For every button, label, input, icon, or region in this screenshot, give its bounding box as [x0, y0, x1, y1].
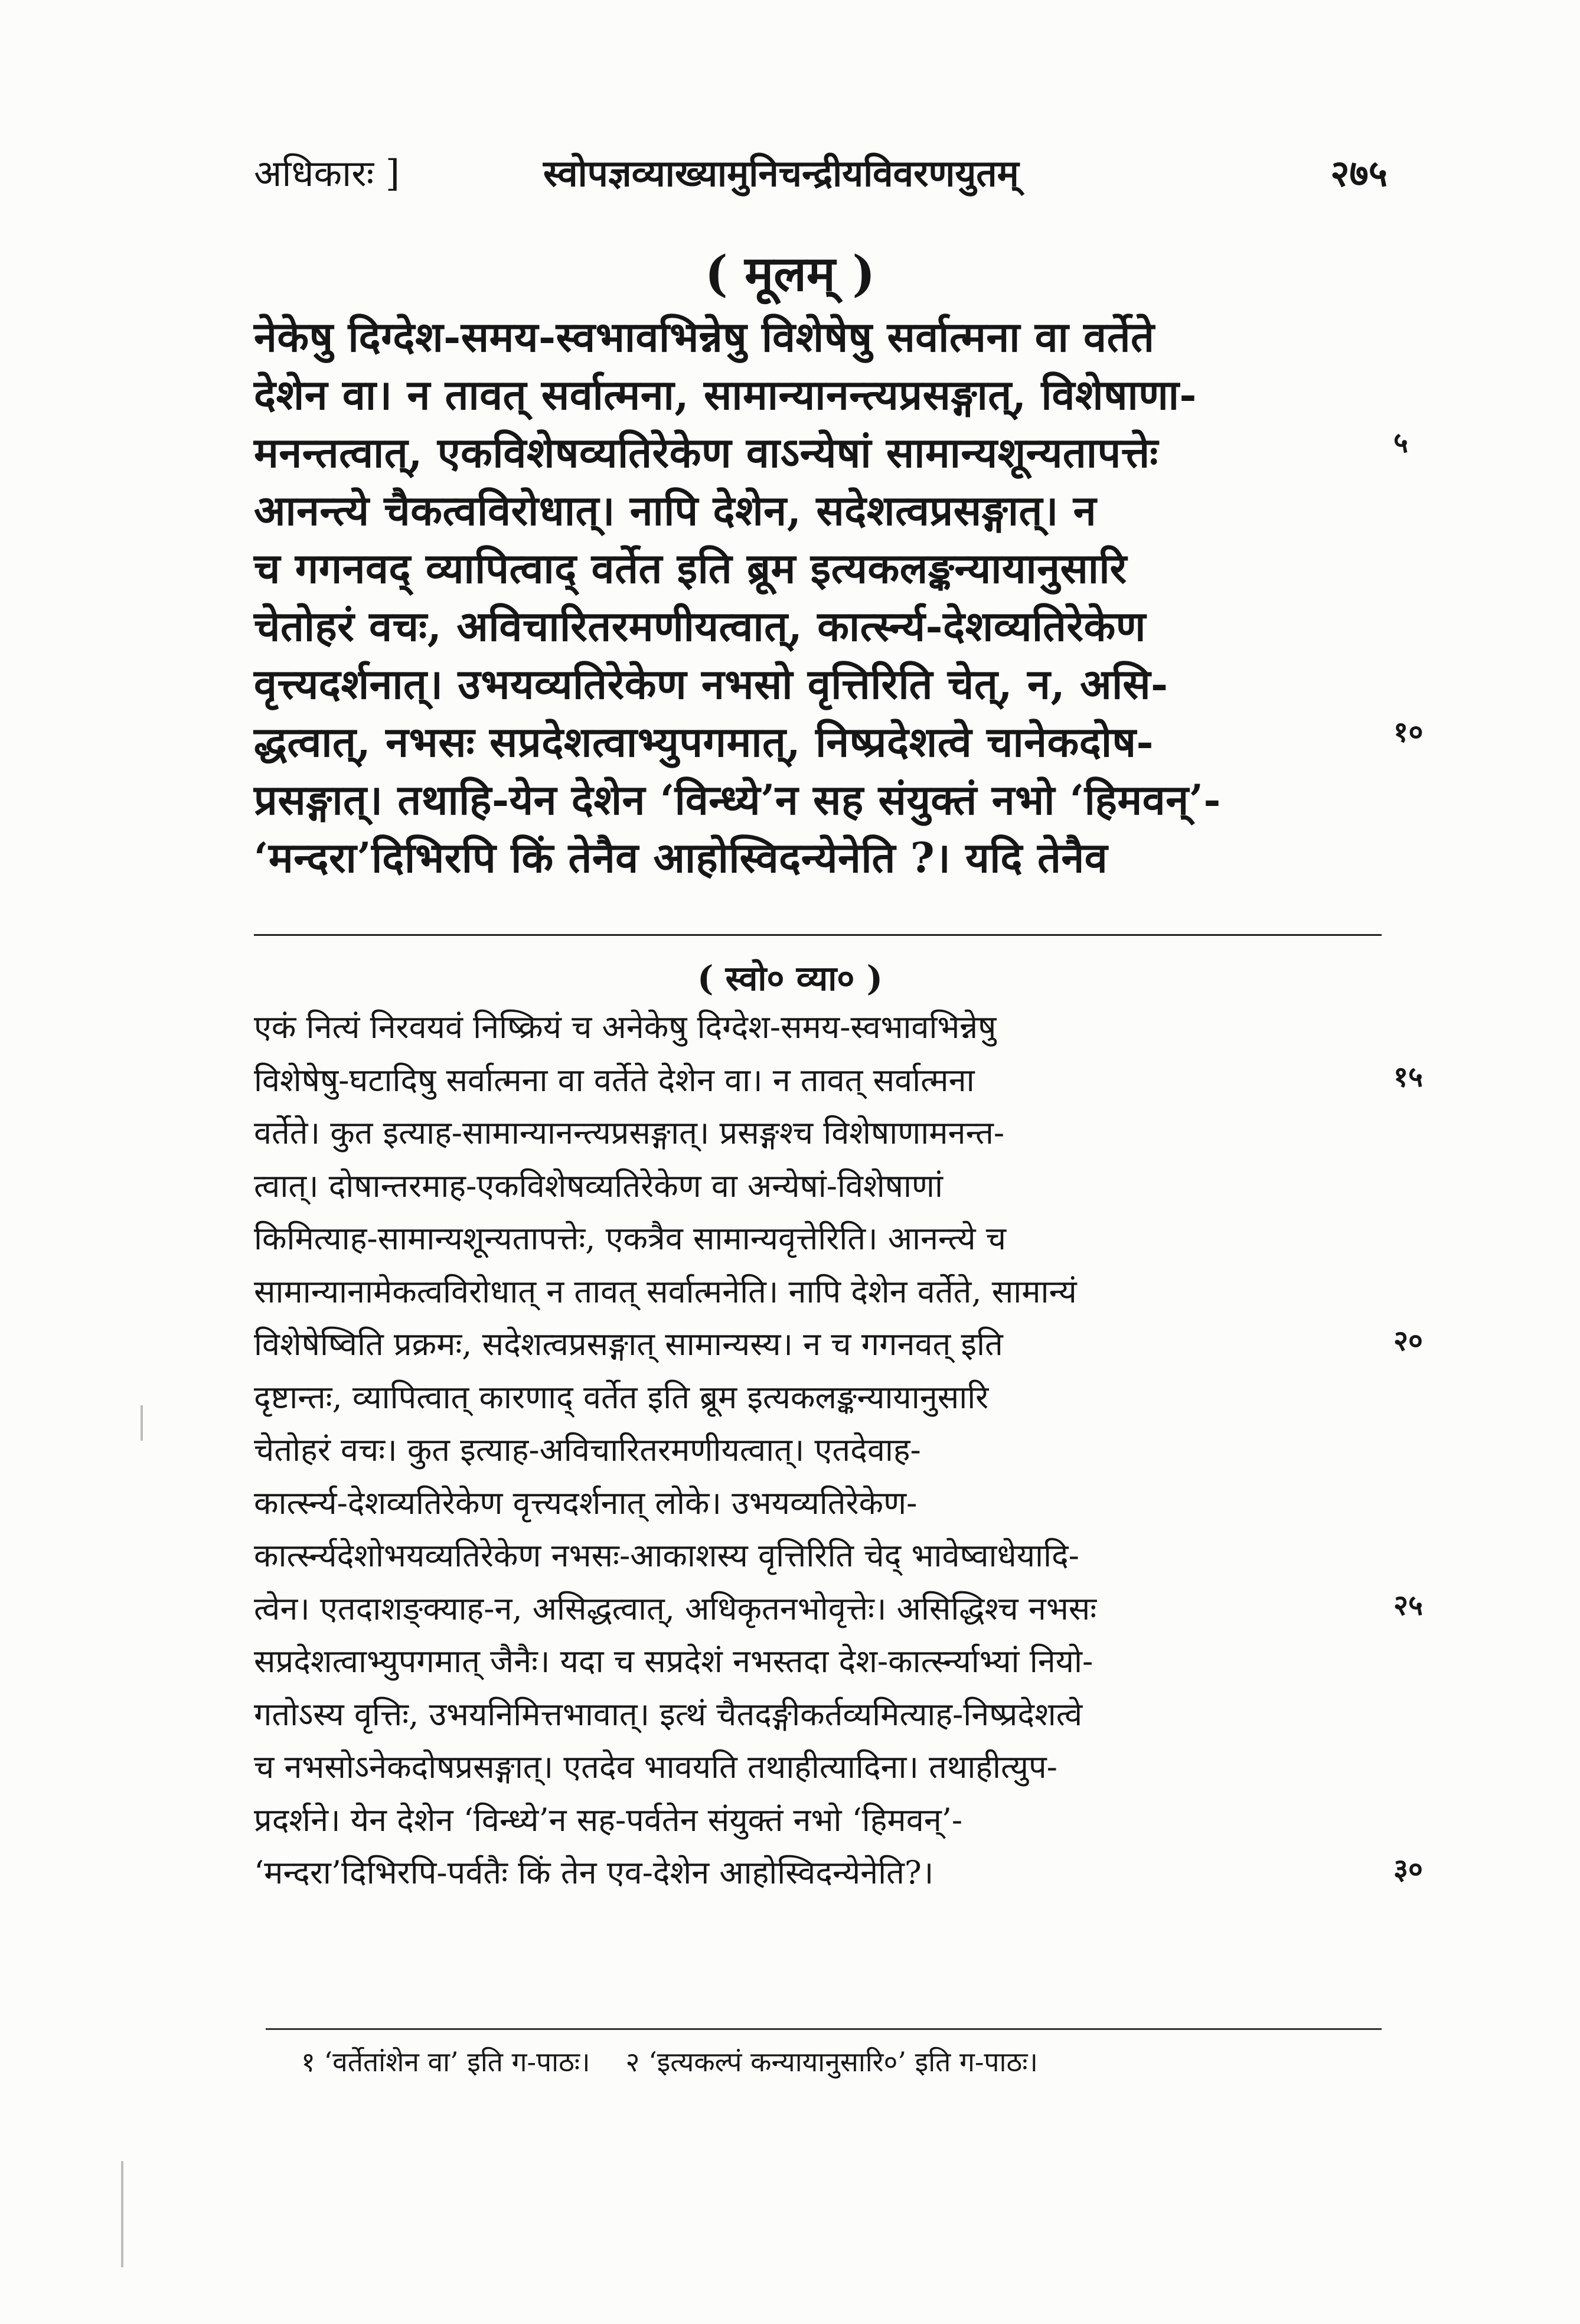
line-text: प्रदर्शने। येन देशेन ‘विन्ध्ये’न सह-पर्वतेन संयुक्तं नभो ‘हिमवन्’-: [254, 1801, 963, 1839]
line-text: देशेन वा। न तावत् सर्वात्मना, सामान्यानन्त्यप्रसङ्गात्, विशेषाणा-: [254, 370, 1197, 419]
footnotes: [301, 2043, 1352, 2080]
footnote-item: २ ‘इत्यकल्पं कन्यायानुसारि०’ इति ग-पाठः।: [625, 2046, 1038, 2078]
text-line: [254, 1849, 1423, 1902]
line-text: विशेषेष्विति प्रक्रमः, सदेशत्वप्रसङ्गात् सामान्यस्य। न च गगनवत् इति: [254, 1326, 1003, 1363]
line-text: मनन्तत्वात्, एकविशेषव्यतिरेकेण वाऽन्येषां सामान्यशून्यतापत्तेः: [254, 428, 1158, 477]
text-line: [254, 1321, 1423, 1374]
line-text: दृष्टान्तः, व्यापित्वात् कारणाद् वर्तेत इति ब्रूम इत्यकलङ्कन्यायानुसारि: [254, 1378, 989, 1416]
text-line: [254, 596, 1388, 654]
text-line: [254, 1744, 1388, 1797]
text-line: [254, 365, 1388, 423]
line-number: २५: [1393, 1588, 1423, 1622]
text-line: [254, 1797, 1388, 1850]
footnote-item: १ ‘वर्तेतांशेन वा’ इति ग-पाठः।: [301, 2046, 590, 2078]
line-number: ५: [1393, 426, 1409, 459]
line-text: कार्त्स्न्य-देशव्यतिरेकेण वृत्त्यदर्शनात् लोके। उभयव्यतिरेकेण-: [254, 1484, 918, 1522]
commentary-heading: ( स्वो० व्या० ): [697, 958, 883, 998]
line-text: सप्रदेशत्वाभ्युपगमात् जैनैः। यदा च सप्रदेशं नभस्तदा देश-कार्त्स्न्याभ्यां नियो-: [254, 1643, 1093, 1680]
line-text: किमित्याह-सामान्यशून्यतापत्तेः, एकत्रैव सामान्यवृत्तेरिति। आनन्त्ये च: [254, 1220, 1007, 1257]
mula-text: [254, 307, 1424, 886]
line-text: गतोऽस्य वृत्तिः, उभयनिमित्तभावात्। इत्थं चैतदङ्गीकर्तव्यमित्याह-निष्प्रदेशत्वे: [254, 1695, 1083, 1733]
text-line: [254, 1638, 1388, 1691]
text-line: [254, 1268, 1388, 1321]
text-line: [254, 1215, 1388, 1268]
book-title: स्वोपज्ञव्याख्यामुनिचन्द्रीयविवरणयुतम्: [543, 152, 1019, 195]
line-text: चेतोहरं वचः, अविचारितरमणीयत्वात्, कार्त्स्न्य-देशव्यतिरेकेण: [254, 602, 1146, 651]
line-text: नेकेषु दिग्देश-समय-स्वभावभिन्नेषु विशेषेषु सर्वात्मना वा वर्तेते: [254, 312, 1155, 361]
line-text: प्रसङ्गात्। तथाहि-येन देशेन ‘विन्ध्ये’न सह संयुक्तं नभो ‘हिमवन्’-: [254, 775, 1221, 824]
mula-heading: ( मूलम् ): [704, 246, 876, 302]
line-text: चेतोहरं वचः। कुत इत्याह-अविचारितरमणीयत्वात्। एतदेवाह-: [254, 1431, 921, 1468]
line-number: ३०: [1393, 1853, 1423, 1886]
text-line: [254, 1691, 1388, 1744]
line-number: १०: [1393, 716, 1424, 749]
text-line: [254, 828, 1388, 886]
text-line: [254, 1480, 1388, 1533]
line-text: ‘मन्दरा’दिभिरपि किं तेनैव आहोस्विदन्येनेति ?। यदि तेनैव: [254, 833, 1108, 882]
text-line: [254, 654, 1388, 712]
line-number: १५: [1393, 1060, 1423, 1094]
margin-mark: [121, 2161, 123, 2267]
line-number: २०: [1393, 1324, 1423, 1357]
text-line: [254, 770, 1388, 828]
line-text: च नभसोऽनेकदोषप्रसङ्गात्। एतदेव भावयति तथाहीत्यादिना। तथाहीत्युप-: [254, 1748, 1057, 1786]
text-line: [254, 1374, 1388, 1427]
line-text: त्वात्। दोषान्तरमाह-एकविशेषव्यतिरेकेण वा अन्येषां-विशेषाणां: [254, 1167, 943, 1205]
line-text: वृत्त्यदर्शनात्। उभयव्यतिरेकेण नभसो वृत्तिरिति चेत्, न, असि-: [254, 660, 1168, 709]
page-number: २७५: [1330, 152, 1388, 195]
chapter-label: अधिकारः ]: [254, 152, 400, 195]
line-text: कार्त्स्न्यदेशोभयव्यतिरेकेण नभसः-आकाशस्य वृत्तिरिति चेद् भावेष्वाधेयादि-: [254, 1537, 1079, 1574]
running-header: [254, 148, 1388, 201]
text-line: [254, 423, 1409, 481]
footnote-divider: [266, 2028, 1382, 2030]
text-line: [254, 1427, 1388, 1480]
line-text: च गगनवद् व्यापित्वाद् वर्तेत इति ब्रूम इत्यकलङ्कन्यायानुसारि: [254, 544, 1127, 593]
text-line: [254, 307, 1388, 365]
line-text: त्वेन। एतदाशङ्क्याह-न, असिद्धत्वात्, अधिकृतनभोवृत्तेः। असिद्धिश्च नभसः: [254, 1589, 1097, 1627]
text-line: [254, 1163, 1388, 1216]
margin-mark: [141, 1405, 143, 1441]
text-line: [254, 712, 1424, 770]
text-line: [254, 1585, 1423, 1638]
section-divider: [254, 934, 1382, 936]
commentary-text: [254, 1004, 1423, 1902]
line-text: वर्तेते। कुत इत्याह-सामान्यानन्त्यप्रसङ्गात्। प्रसङ्गश्च विशेषाणामनन्त-: [254, 1114, 1005, 1151]
line-text: आनन्त्ये चैकत्वविरोधात्। नापि देशेन, सदेशत्वप्रसङ्गात्। न: [254, 486, 1097, 535]
text-line: [254, 538, 1388, 596]
line-text: ‘मन्दरा’दिभिरपि-पर्वतैः किं तेन एव-देशेन आहोस्विदन्येनेति?।: [254, 1854, 934, 1891]
text-line: [254, 1057, 1423, 1110]
line-text: एकं नित्यं निरवयवं निष्क्रियं च अनेकेषु दिग्देश-समय-स्वभावभिन्नेषु: [254, 1008, 997, 1046]
text-line: [254, 481, 1388, 538]
text-line: [254, 1004, 1388, 1057]
text-line: [254, 1109, 1388, 1163]
line-text: द्धत्वात्, नभसः सप्रदेशत्वाभ्युपगमात्, निष्प्रदेशत्वे चानेकदोष-: [254, 717, 1154, 766]
text-line: [254, 1532, 1388, 1585]
line-text: विशेषेषु-घटादिषु सर्वात्मना वा वर्तेते देशेन वा। न तावत् सर्वात्मना: [254, 1061, 975, 1099]
line-text: सामान्यानामेकत्वविरोधात् न तावत् सर्वात्मनेति। नापि देशेन वर्तेते, सामान्यं: [254, 1272, 1077, 1310]
